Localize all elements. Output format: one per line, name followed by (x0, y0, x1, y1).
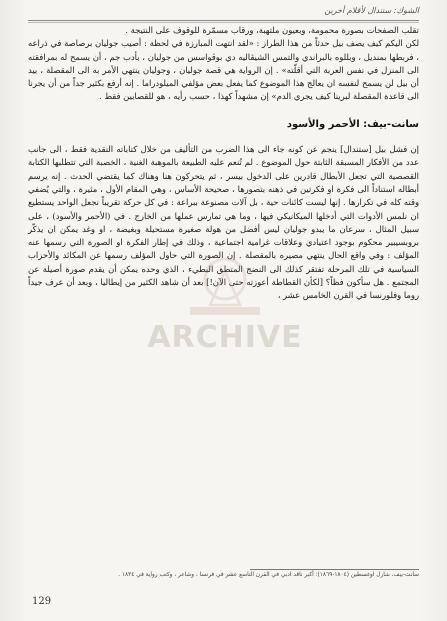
watermark-text: ARCHIVE (147, 320, 303, 355)
paragraph: تقلب الصفحات بصورة محمومة، وبعيون ملتهبة، ورقاب مسمّرة للوقوف على النتيجة . (125, 25, 419, 35)
footnote: سانت-بيف، شارل اوغسطين (١٨٠٤-١٨٦٩): أكبر ناقد ادبي في القرن التاسع عشر في فرنسا ، وشاعر ، وكتب رواية في ١٨٣٤ . (118, 572, 419, 578)
running-header: الشوك: ستندال لأقلام أخرين (324, 6, 419, 15)
page-body (28, 24, 419, 303)
header-rule (28, 20, 419, 23)
section-heading: سانت-بيف: الأحمر والأسود (286, 118, 419, 130)
paragraph: لكن اليكم كيف يصف بيل حدثاً من هذا الطراز : «لقد انتهت المبارزة في لحظة : أصيب جوليان برصاصة في ذراعه ، فربطها بمنديل ، وبللوه بالبراندي والتمس الشيڤاليه دي بوڤواسس من جوليان ، بأدب جم ، أن يسمح له بمرافقته الى المنزل في نفس العربة التي أقلّته» . إن الرواية هي قصة جوليان ، وجوليان ينتهي الأمر به الى المقصلة ، بيد أن بيل لن يسمح لنفسه ان يعالج هذا الموضوع كما يفعل بعض مؤلفي الميلودراما . إنه أرفع بكثير جداً من أن يجرنا الى قاعدة المقصلة لبرينا كيف يجري الدم» إن مشهداً كهذا ، حسب رأيه ، هو للقصابين فقط . (28, 38, 419, 102)
paragraph: إن فشل بيل [ستندال] ينجم عن كونه جاء الى هذا الضرب من التأليف من خلال كتاباته النقدية فقط ، الى جانب عدد من الأفكار المسبقة الثابتة حول الموضوع . لم تُنعم عليه الطبيعة بالموهبة الغنية ، الخصبة التي تتطلبها الكتابة القصصية التي تجعل الأبطال قادرين على الدخول بيسر ، ثم يتحركون هنا وهناك كما يقتضي الحدث . إنه يرسم أبطاله استناداً الى فكرة او فكرتين في ذهنه بتصورها ، صحيحة الأساس ، وهي المقام الأول ، مثيرة ، والتي يُضفي وقته كله في تكرارها . إنها ليست كائنات حية ، بل آلات مصنوعة ببراعة : في كل حركة تقريباً نجعل الواحد يستطيع ان نلمس الأدوات التي أدخلها الميكانيكي فيها ، وما هي تمارس عملها من الخارج . في (الأحمر والأسود) ، على سبيل المثال ، سرعان ما يبدو جوليان ليس أفضل من هولة صغيرة مستحيلة وبغيضة ، او وغد يمكن ان يذكّر بروبسيبير محكوم بوجود اعتيادي وعلاقات غرامية اجتماعية ، وذلك في إطار الفكرة او الصورة التي رسمها عنه المؤلف : وفي واقع الحال ينتهي مصيره بالمقصلة . إن الصورة التي حاول المؤلف رسمها عن المكائد والأحزاب السياسية في تلك المرحلة تفتقر كذلك الى النضج المتطق البطيء ، الذي وحده يمكن أن يقدم صورة أصيلة عن المجتمع . هل سأكون فظاً؟ [لكأن القطاطة أعوزته حتى الآن!] بعد أن شاهد الكثير من إيطاليا ، وبعد أن عرف جيداً روما وفلورنسا في القرن الخامس عشر ، (28, 144, 419, 301)
footnote-rule (250, 569, 419, 570)
page-number: 129 (32, 596, 52, 607)
